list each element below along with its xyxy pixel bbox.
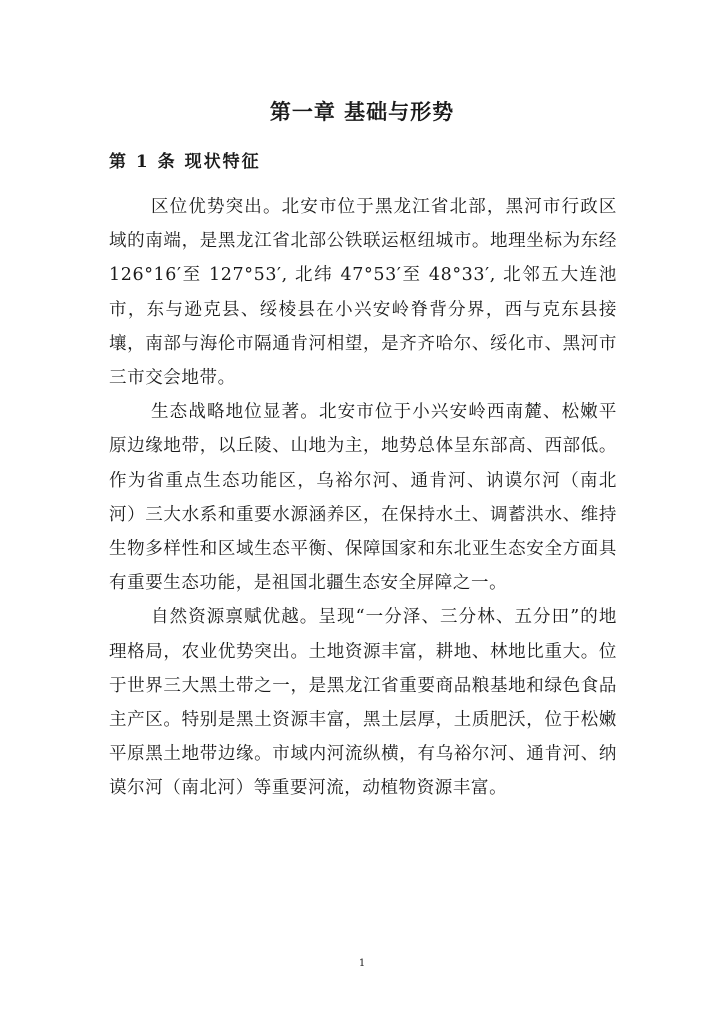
paragraph-resources: 自然资源禀赋优越。呈现“一分泽、三分林、五分田”的地理格局，农业优势突出。土地资源丰富，耕地、林地比重大。位于世界三大黑土带之一，是黑龙江省重要商品粮基地和绿色食品主产区。特别是黑土资源丰富，黑土层厚，土质肥沃，位于松嫩平原黑土地带边缘。市域内河流纵横，有乌裕尔河、通肯河、纳谟尔河（南北河）等重要河流，动植物资源丰富。 [109,607,617,799]
body-text [109,190,617,806]
chapter-title: 第一章 基础与形势 [269,100,455,124]
paragraph-ecology: 生态战略地位显著。北安市位于小兴安岭西南麓、松嫩平原边缘地带，以丘陵、山地为主，地势总体呈东部高、西部低。作为省重点生态功能区，乌裕尔河、通肯河、讷谟尔河（南北河）三大水系和重要水源涵养区，在保持水土、调蓄洪水、维持生物多样性和区域生态平衡、保障国家和东北亚生态安全方面具有重要生态功能，是祖国北疆生态安全屏障之一。 [109,402,617,594]
paragraph-location: 区位优势突出。北安市位于黑龙江省北部，黑河市行政区域的南端，是黑龙江省北部公铁联运枢纽城市。地理坐标为东经 126°16′至 127°53′, 北纬 47°53′至 48°33′, 北邻五大连池市，东与逊克县、绥棱县在小兴安岭脊背分界，西与克东县接壤，南部与海伦市隔通肯河相望，是齐齐哈尔、绥化市、黑河市三市交会地带。 [109,197,617,389]
page-number: 1 [358,958,366,969]
section-title: 第 1 条 现状特征 [109,152,261,172]
